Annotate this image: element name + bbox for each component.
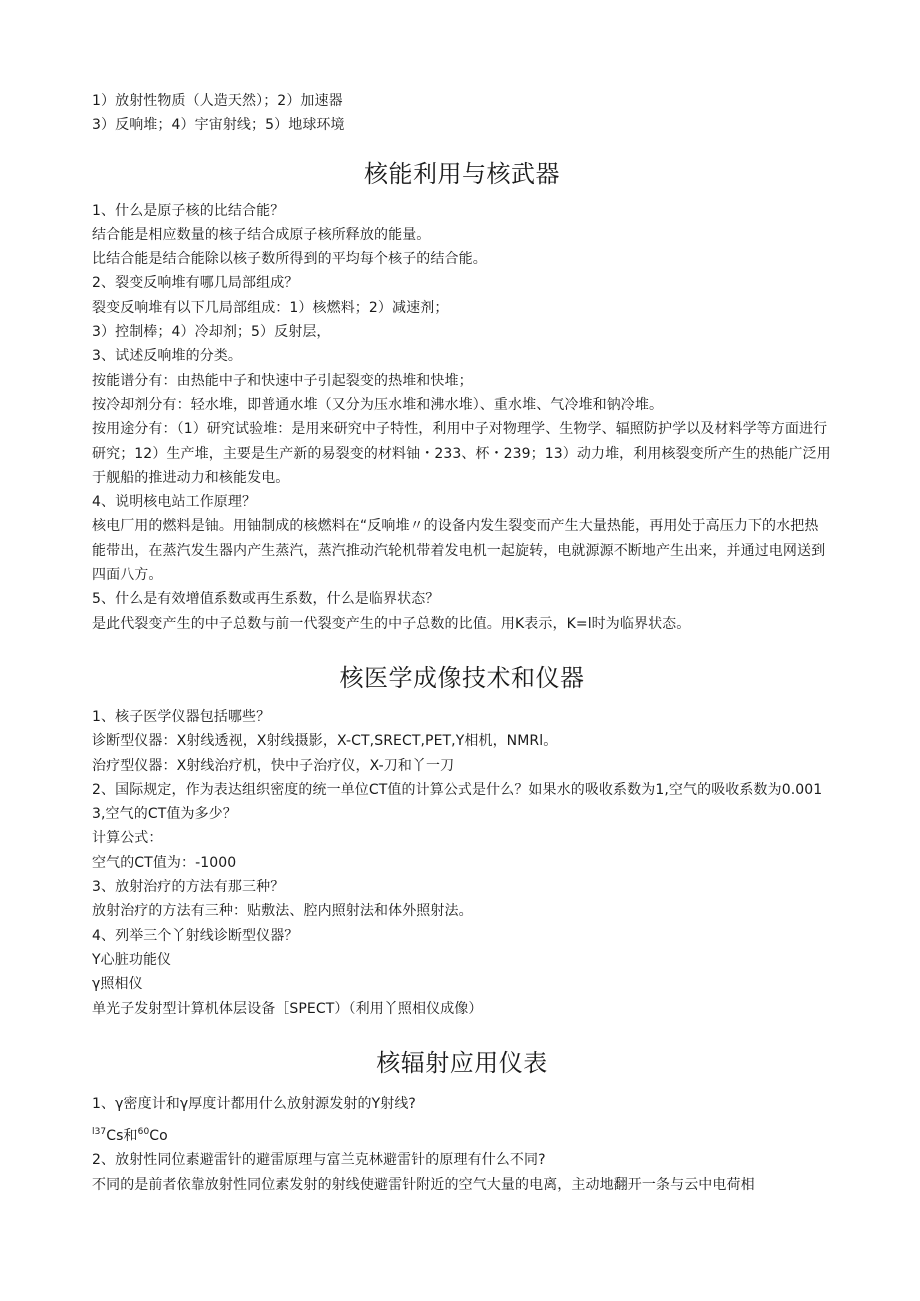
s3-question-2: 2、放射性同位素避雷针的避雷原理与富兰克林避雷针的原理有什么不同? bbox=[92, 1152, 546, 1169]
isotope-mass-number: l37 bbox=[92, 1127, 107, 1138]
section-title-nuclear-medicine: 核医学成像技术和仪器 bbox=[339, 663, 585, 692]
s2-line: 单光子发射型计算机体层设备［SPECT）（利用丫照相仪成像） bbox=[92, 1000, 483, 1017]
spacer bbox=[92, 1116, 832, 1124]
s2-question-2: 2、国际规定，作为表达组织密度的统一单位CT值的计算公式是什么？如果水的吸收系数为1,空气的吸收系数为0.0013,空气的CT值为多少？ bbox=[92, 781, 823, 823]
intro-line-1: 1）放射性物质（人造天然）；2）加速器 bbox=[92, 93, 343, 109]
s1-question-4: 4、说明核电站工作原理？ bbox=[92, 494, 257, 511]
isotope-text: Co bbox=[149, 1128, 168, 1145]
s3-answer-2: 不同的是前者依靠放射性同位素发射的射线使避雷针附近的空气大量的电离，主动地翻开一条与云中电荷相 bbox=[92, 1176, 755, 1193]
intro-line-2: 3）反响堆；4）宇宙射线；5）地球环境 bbox=[92, 117, 345, 134]
s1-paragraph-reactor-use: 按用途分有：（1）研究试验堆：是用来研究中子特性，利用中子对物理学、生物学、辐照防护学以及材料学等方面进行研究；12）生产堆，主要是生产新的易裂变的材料铀・233、杯・239；13）动力堆，利用核裂变所产生的热能广泛用于舰船的推进动力和核能发电。 bbox=[92, 421, 831, 486]
s1-line: 3）控制棒；4）冷却剂；5）反射层， bbox=[92, 324, 331, 341]
s1-line: 3、试述反响堆的分类。 bbox=[92, 348, 243, 365]
s1-line: 按冷却剂分有：轻水堆，即普通水堆（又分为压水堆和沸水堆）、重水堆、气冷堆和钠冷堆。 bbox=[92, 396, 664, 413]
s2-line: Y心脏功能仪 bbox=[92, 951, 172, 968]
s1-question-5: 5、什么是有效增值系数或再生系数，什么是临界状态？ bbox=[92, 591, 440, 608]
s3-question-1: 1、γ密度计和γ厚度计都用什么放射源发射的Y射线? bbox=[92, 1095, 416, 1112]
s1-line: 结合能是相应数量的核子结合成原子核所释放的能量。 bbox=[92, 226, 431, 243]
s2-line: 1、核子医学仪器包括哪些？ bbox=[92, 708, 271, 725]
s2-line: 治疗型仪器：X射线治疗机，快中子治疗仪，X-刀和丫一刀 bbox=[92, 757, 455, 774]
section-title-nuclear-energy: 核能利用与核武器 bbox=[364, 159, 560, 188]
s1-line: 裂变反响堆有以下几局部组成：1）核燃料；2）减速剂； bbox=[92, 299, 449, 316]
s2-line: 4、列举三个丫射线诊断型仪器？ bbox=[92, 927, 299, 944]
s3-answer-1 bbox=[92, 1124, 832, 1148]
s2-line: γ照相仪 bbox=[92, 976, 143, 993]
section-title-radiation-instruments: 核辐射应用仪表 bbox=[376, 1048, 548, 1077]
document-content bbox=[92, 89, 832, 1197]
s1-paragraph-plant-principle: 核电厂用的燃料是铀。用铀制成的核燃料在“反响堆〃的设备内发生裂变而产生大量热能，再用处于高压力下的水把热能带出，在蒸汽发生器内产生蒸汽，蒸汽推动汽轮机带着发电机一起旋转，电就源源不断地产生出来，并通过电网送到四面八方。 bbox=[92, 518, 826, 584]
isotope-mass-number: 60 bbox=[137, 1127, 150, 1138]
s2-line: 放射治疗的方法有三种：贴敷法、腔内照射法和体外照射法。 bbox=[92, 903, 473, 920]
s1-answer-5: 是此代裂变产生的中子总数与前一代裂变产生的中子总数的比值。用K表示，K=l时为临界状态。 bbox=[92, 615, 691, 632]
s1-line: 比结合能是结合能除以核子数所得到的平均每个核子的结合能。 bbox=[92, 251, 487, 268]
s2-line: 3、放射治疗的方法有那三种？ bbox=[92, 879, 285, 896]
s2-line: 计算公式： bbox=[92, 830, 163, 847]
s1-line: 按能谱分有：由热能中子和快速中子引起裂变的热堆和快堆； bbox=[92, 372, 473, 389]
s2-line: 诊断型仪器：X射线透视，X射线摄影，X-CT,SRECT,PET,Y相机，NMRl。 bbox=[92, 733, 558, 750]
s1-line: 1、什么是原子核的比结合能？ bbox=[92, 202, 285, 219]
isotope-text: Cs和 bbox=[106, 1128, 138, 1145]
s2-line: 空气的CT值为：-1000 bbox=[92, 854, 237, 871]
s1-line: 2、裂变反响堆有哪几局部组成？ bbox=[92, 275, 299, 292]
